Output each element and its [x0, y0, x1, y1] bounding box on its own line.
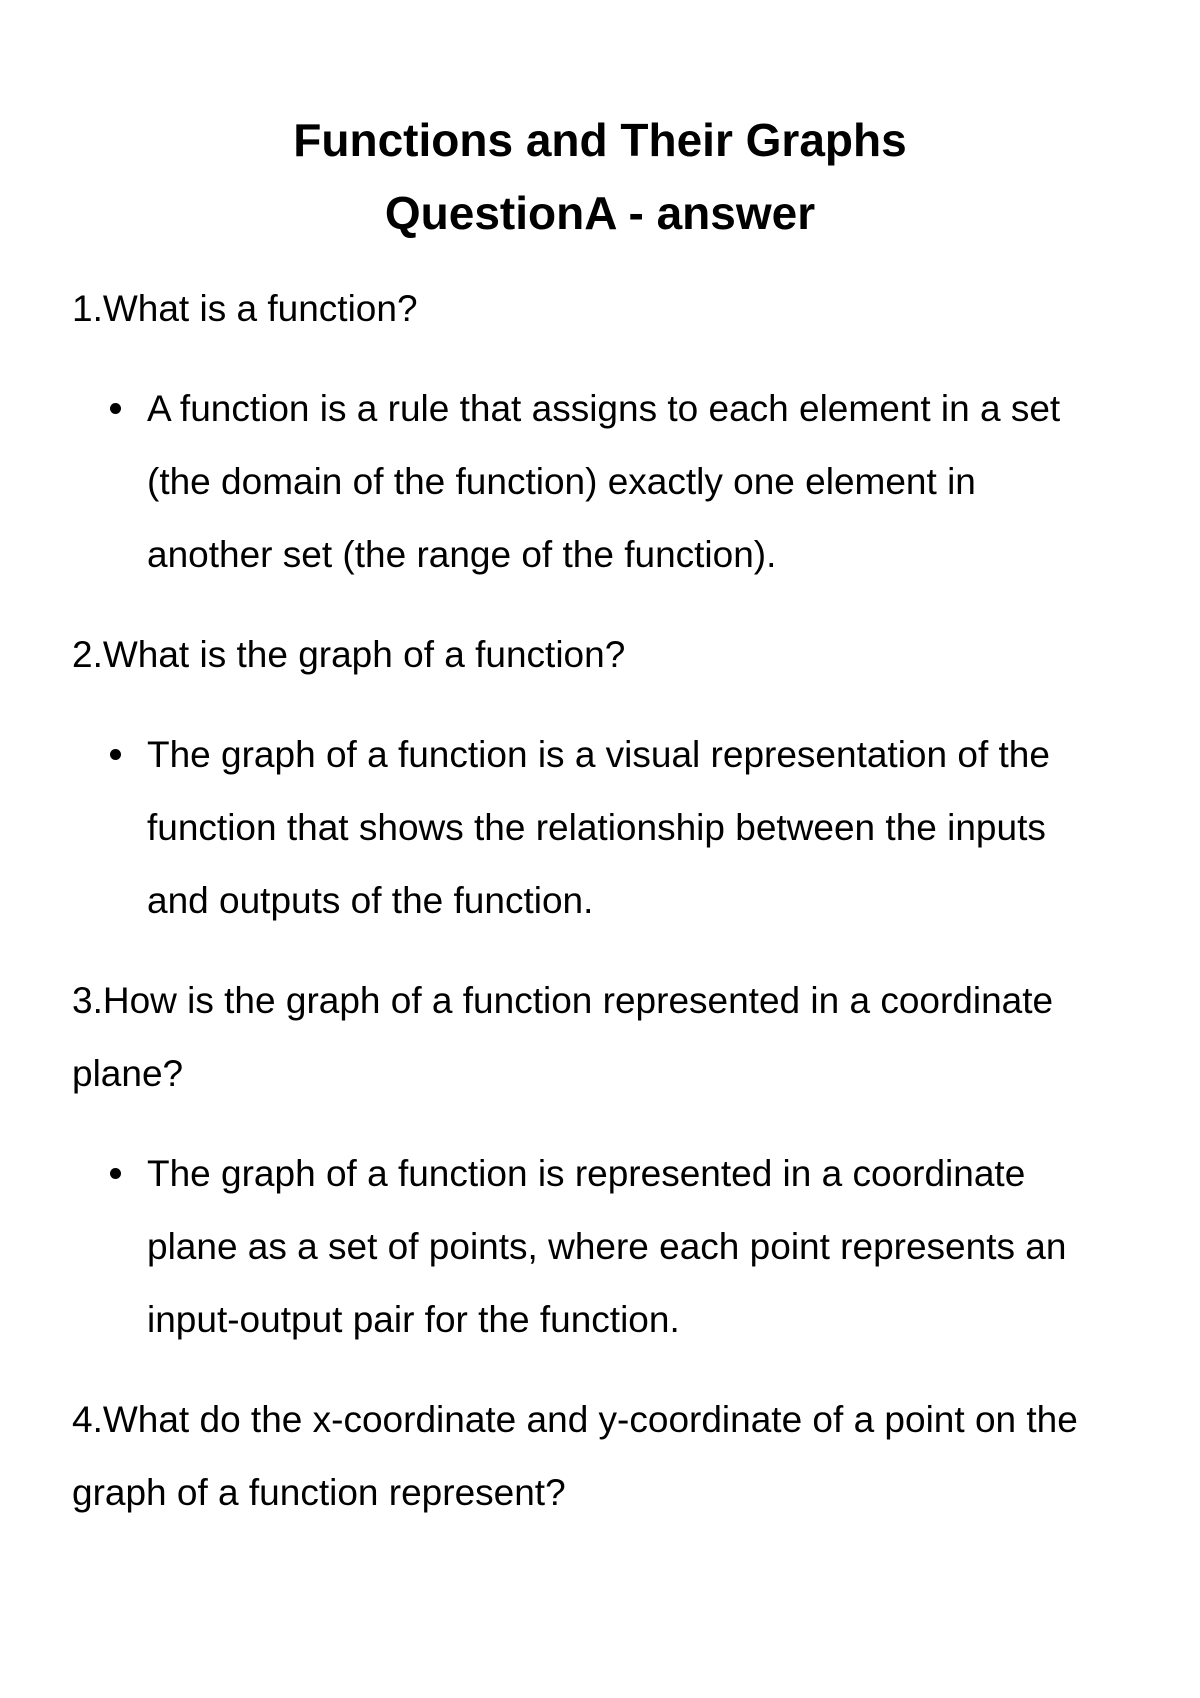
- document-subtitle: QuestionA - answer: [384, 187, 816, 239]
- answer-list-2: [72, 718, 1128, 937]
- bullet-icon: [110, 403, 121, 414]
- qa-section: [72, 272, 1128, 1529]
- answer-3-text: The graph of a function is represented in a coordinate plane as a set of points, where each point represents an input-output pair for the function.: [147, 1153, 1067, 1340]
- document-title: Functions and Their Graphs: [293, 114, 907, 166]
- bullet-icon: [110, 1168, 121, 1179]
- answer-1: [72, 372, 1128, 591]
- answer-2: [72, 718, 1128, 937]
- question-3: 3.How is the graph of a function represented in a coordinate plane?: [72, 980, 1054, 1094]
- answer-3: [72, 1137, 1128, 1356]
- answer-list-3: [72, 1137, 1128, 1356]
- answer-1-text: A function is a rule that assigns to each element in a set (the domain of the function) exactly one element in another set (the range of the function).: [147, 388, 1061, 575]
- answer-2-text: The graph of a function is a visual representation of the function that shows the relationship between the inputs and outputs of the function.: [147, 734, 1050, 921]
- title-block: [72, 0, 1128, 250]
- answer-list-1: [72, 372, 1128, 591]
- question-1: 1.What is a function?: [72, 288, 418, 329]
- question-4: 4.What do the x-coordinate and y-coordinate of a point on the graph of a function represent?: [72, 1399, 1078, 1513]
- question-2: 2.What is the graph of a function?: [72, 634, 626, 675]
- bullet-icon: [110, 749, 121, 760]
